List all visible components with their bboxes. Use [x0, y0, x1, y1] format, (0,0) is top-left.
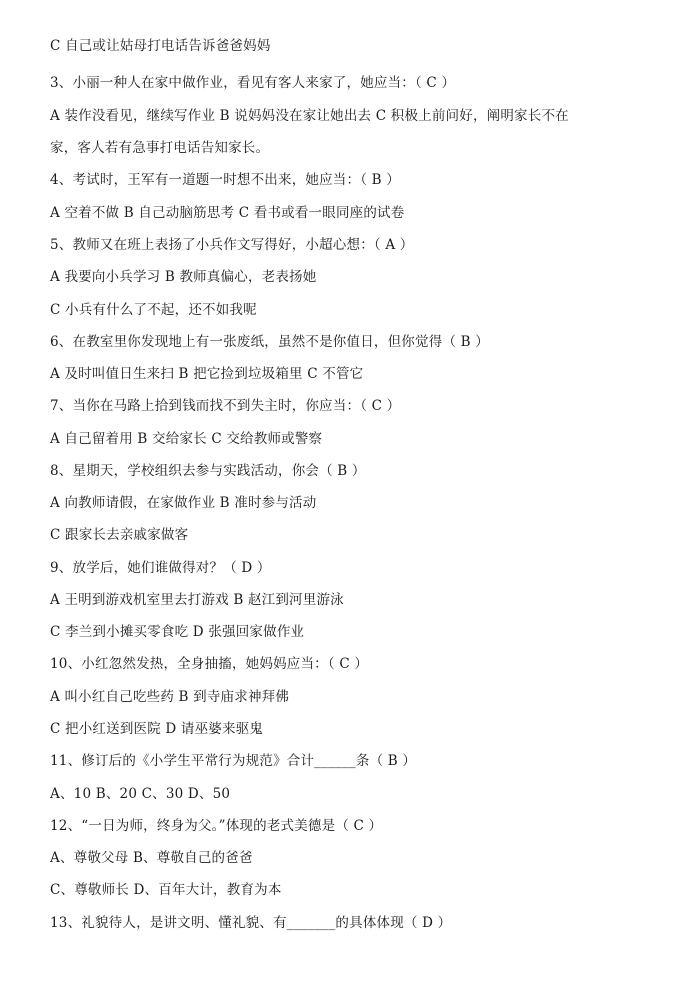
- question-11-options: A、10 B、20 C、30 D、50: [50, 786, 231, 802]
- text-line: C 把小红送到医院 D 请巫婆来驱鬼: [50, 721, 264, 737]
- question-3: 3、小丽一种人在家中做作业，看见有客人来家了，她应当：（ C ）: [50, 75, 456, 91]
- question-4: 4、考试时，王军有一道题一时想不出来，她应当：（ B ）: [50, 172, 400, 188]
- text-line: C 小兵有什么了不起，还不如我呢: [50, 302, 257, 318]
- text-line: C 跟家长去亲戚家做客: [50, 527, 189, 543]
- question-8-options: A 向教师请假，在家做作业 B 准时参与活动: [50, 495, 317, 511]
- text-line: C 李兰到小摊买零食吃 D 张强回家做作业: [50, 624, 305, 640]
- question-9-options: A 王明到游戏机室里去打游戏 B 赵江到河里游泳: [50, 592, 344, 608]
- question-7: 7、当你在马路上拾到钱而找不到失主时，你应当：（ C ）: [50, 398, 401, 414]
- question-10-options: A 叫小红自己吃些药 B 到寺庙求神拜佛: [50, 689, 290, 705]
- question-12: 12、“一日为师，终身为父。”体现的老式美德是（ C ）: [50, 818, 383, 834]
- question-4-options: A 空着不做 B 自己动脑筋思考 C 看书或看一眼同座的试卷: [50, 205, 405, 221]
- text-line: C、尊敬师长 D、百年大计，教育为本: [50, 882, 282, 898]
- question-8: 8、星期天，学校组织去参与实践活动，你会（ B ）: [50, 463, 366, 479]
- question-12-options: A、尊敬父母 B、尊敬自己的爸爸: [50, 850, 253, 866]
- question-3-options: A 装作没看见，继续写作业 B 说妈妈没在家让她出去 C 积极上前问好，阐明家长不在: [50, 108, 569, 124]
- question-11: 11、修订后的《小学生平常行为规范》合计______条（ B ）: [50, 753, 417, 769]
- question-5-options: A 我要向小兵学习 B 教师真偏心，老表扬她: [50, 269, 317, 285]
- question-7-options: A 自己留着用 B 交给家长 C 交给教师或警察: [50, 431, 323, 447]
- text-line: C 自己或让姑母打电话告诉爸爸妈妈: [50, 38, 271, 54]
- question-10: 10、小红忽然发热，全身抽搐，她妈妈应当：（ C ）: [50, 656, 369, 672]
- question-6: 6、在教室里你发现地上有一张废纸，虽然不是你值日，但你觉得（ B ）: [50, 334, 489, 350]
- text-line: 家，客人若有急事打电话告知家长。: [50, 140, 270, 156]
- question-5: 5、教师又在班上表扬了小兵作文写得好，小超心想：（ A ）: [50, 237, 414, 253]
- question-13: 13、礼貌待人，是讲文明、懂礼貌、有_______的具体体现（ D ）: [50, 915, 452, 931]
- question-9: 9、放学后，她们谁做得对？（ D ）: [50, 560, 271, 576]
- question-6-options: A 及时叫值日生来扫 B 把它捡到垃圾箱里 C 不管它: [50, 366, 364, 382]
